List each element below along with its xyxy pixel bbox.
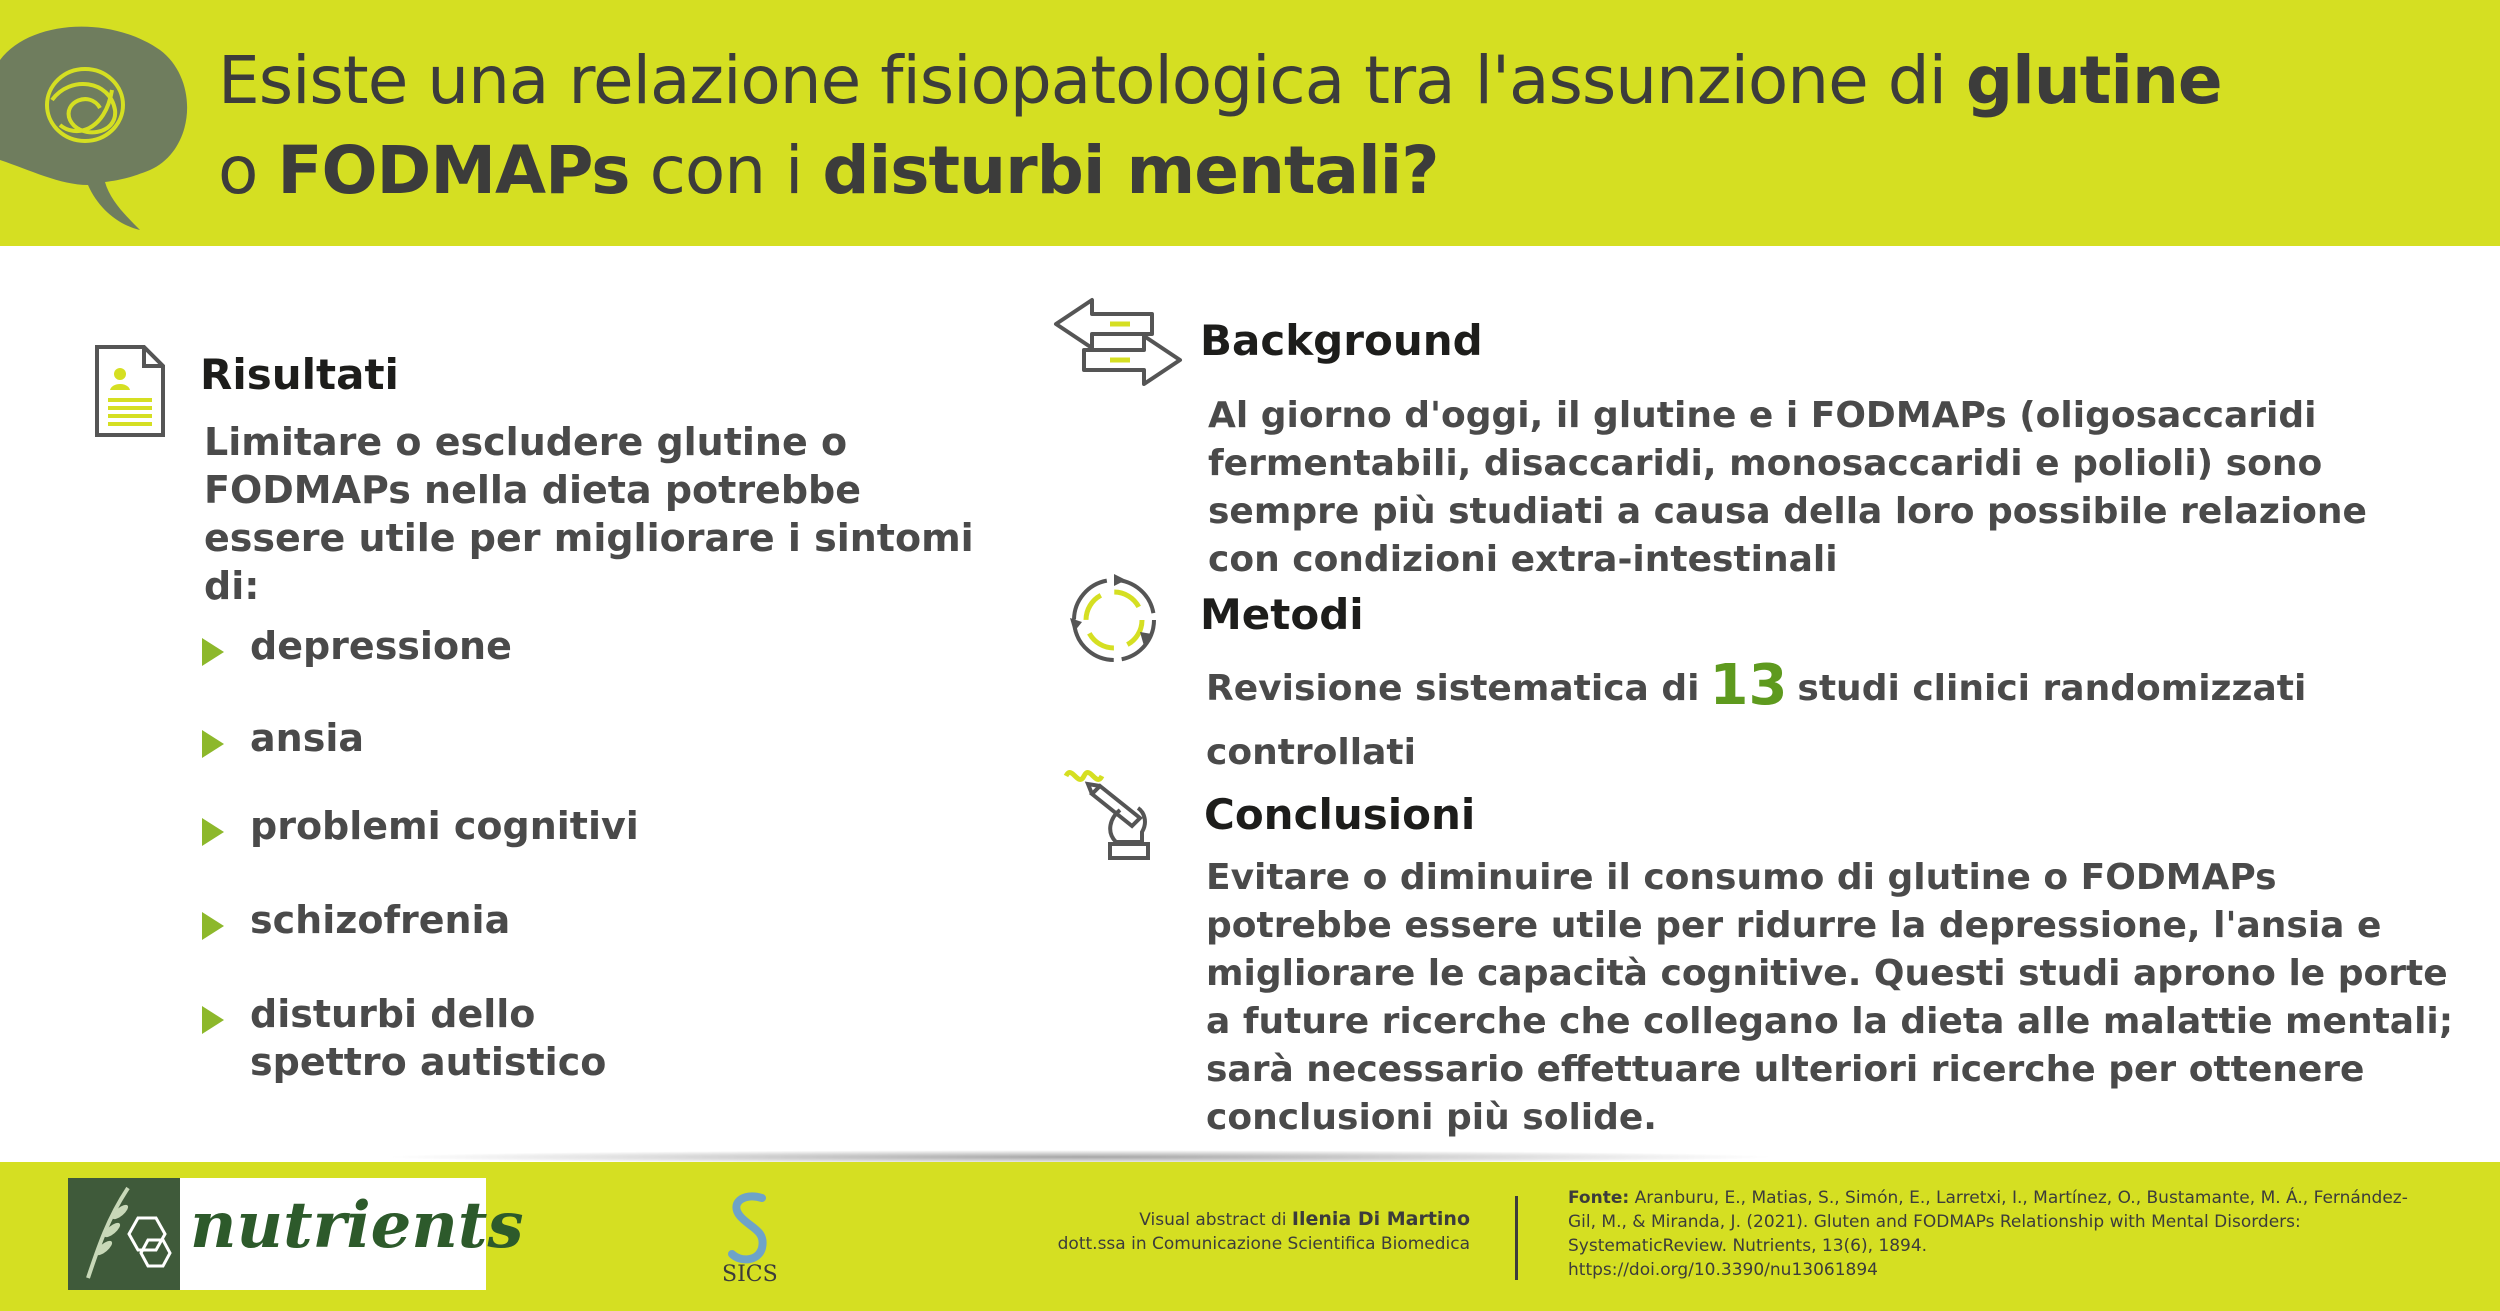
- author-role: dott.ssa in Comunicazione Scientifica Biomedica: [1057, 1234, 1470, 1254]
- fonte-label: Fonte:: [1568, 1188, 1630, 1208]
- title-bold-fodmaps: FODMAPs: [277, 132, 630, 209]
- title-text-3: con i: [629, 132, 823, 209]
- journal-name: nutrients: [190, 1188, 524, 1263]
- journal-emblem-icon: [68, 1178, 180, 1290]
- study-count: 13: [1709, 653, 1788, 718]
- list-item-label: problemi cognitivi: [250, 804, 639, 848]
- metodi-text-before: Revisione sistematica di: [1206, 668, 1700, 709]
- risultati-heading: Risultati: [200, 350, 399, 399]
- source-citation: [1568, 1186, 2428, 1282]
- title-text-1: Esiste una relazione fisiopatologica tra l'assunzione di: [218, 42, 1966, 119]
- play-arrow-icon: [200, 816, 226, 848]
- cycle-arrows-icon: [1064, 570, 1164, 670]
- list-item-label: disturbi dello spettro autistico: [250, 992, 607, 1084]
- metodi-text: [1206, 654, 2466, 785]
- author-credit: [1040, 1207, 1470, 1256]
- brain-icon: [0, 20, 200, 230]
- title-bold-disturbi: disturbi mentali?: [822, 132, 1439, 209]
- title-text-2: o: [218, 132, 278, 209]
- document-icon: [94, 344, 166, 438]
- writing-hand-icon: [1062, 762, 1162, 862]
- page-title: [218, 36, 2478, 216]
- metodi-heading: Metodi: [1200, 590, 1364, 639]
- doi-link[interactable]: https://doi.org/10.3390/nu13061894: [1568, 1260, 1878, 1280]
- metodi-text-after: studi clinici randomizzati controllati: [1206, 668, 2307, 773]
- risultati-intro: Limitare o escludere glutine o FODMAPs nella dieta potrebbe essere utile per migliorare i sintomi di:: [204, 420, 974, 608]
- play-arrow-icon: [200, 1004, 226, 1036]
- conclusioni-heading: Conclusioni: [1204, 790, 1476, 839]
- background-heading: Background: [1200, 316, 1483, 365]
- nutrients-journal-logo: [68, 1178, 524, 1290]
- visual-abstract-prefix: Visual abstract di: [1139, 1210, 1292, 1230]
- play-arrow-icon: [200, 636, 226, 668]
- conclusioni-text: Evitare o diminuire il consumo di glutine o FODMAPs potrebbe essere utile per ridurre la depressione, l'ansia e migliorare le capacità cognitive. Questi studi aprono le porte a future ricerche che collegano la dieta alle malattie mentali; sarà necessario effettuare ulteriori ricerche per ottenere conclusioni più solide.: [1206, 857, 2454, 1138]
- list-item-label: depressione: [250, 624, 512, 668]
- title-bold-glutine: glutine: [1965, 42, 2222, 119]
- list-item-label: ansia: [250, 716, 364, 760]
- play-arrow-icon: [200, 910, 226, 942]
- list-item-label: schizofrenia: [250, 898, 511, 942]
- play-arrow-icon: [200, 728, 226, 760]
- swap-arrows-icon: [1052, 296, 1184, 388]
- fonte-text: Aranburu, E., Matias, S., Simón, E., Larretxi, I., Martínez, O., Bustamante, M. Á., Fernández-Gil, M., & Miranda, J. (2021). Gluten and FODMAPs Relationship with Mental Disorders: SystematicReview. Nutrients, 13(6), 1894.: [1568, 1188, 2408, 1256]
- background-text: Al giorno d'oggi, il glutine e i FODMAPs (oligosaccaridi fermentabili, disaccaridi, monosaccaridi e polioli) sono sempre più studiati a causa della loro possibile relazione con condizioni extra-intestinali: [1208, 395, 2367, 580]
- footer-divider: [1515, 1196, 1518, 1280]
- sics-label: SICS: [722, 1262, 778, 1287]
- author-name: Ilenia Di Martino: [1291, 1208, 1470, 1230]
